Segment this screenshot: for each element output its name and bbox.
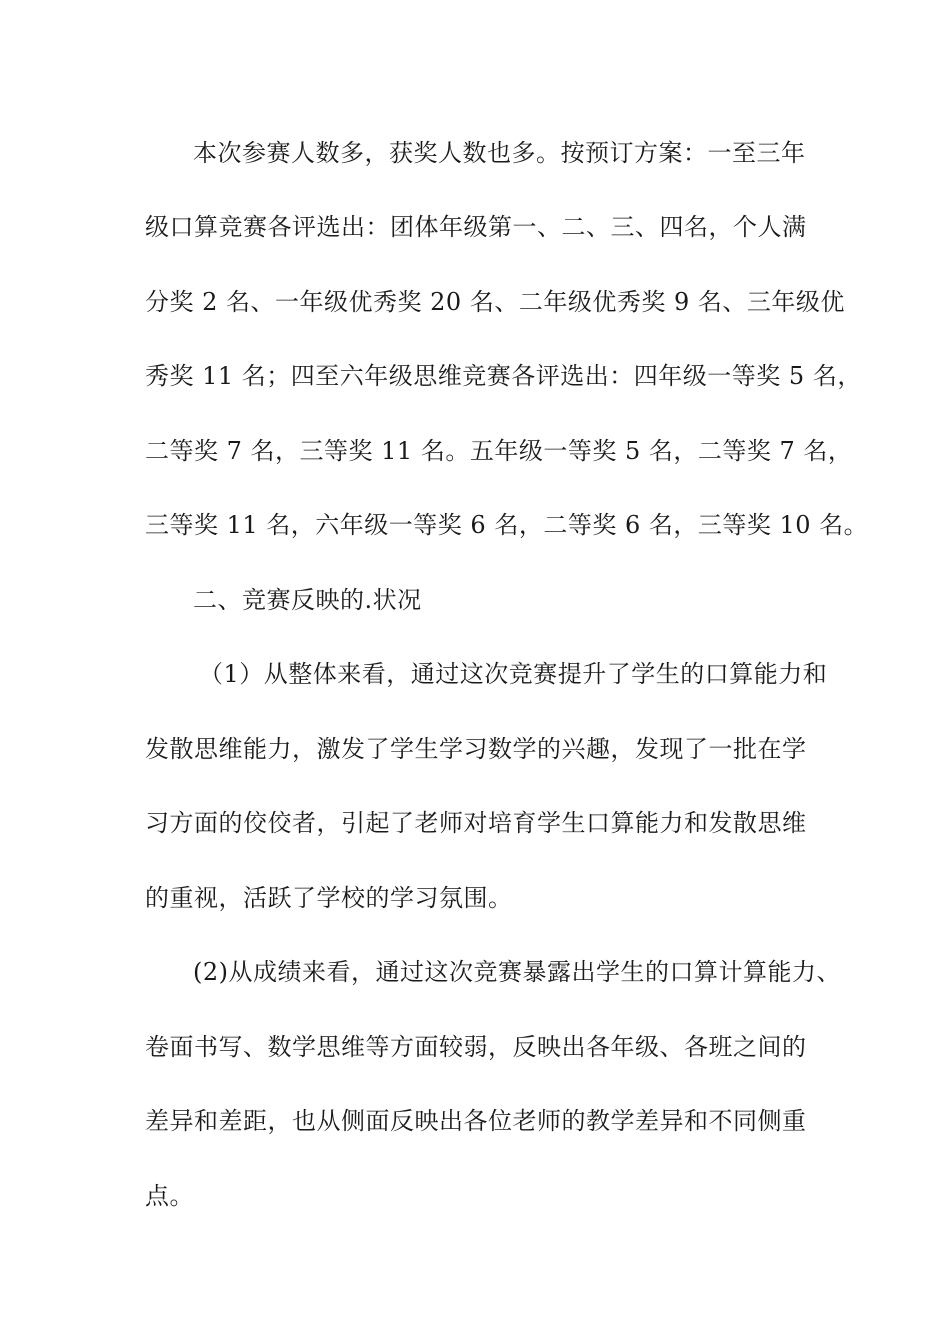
paragraph-1-line-6: 三等奖 11 名，六年级一等奖 6 名，二等奖 6 名，三等奖 10 名。 [145,511,869,539]
paragraph-1-line-5: 二等奖 7 名，三等奖 11 名。五年级一等奖 5 名，二等奖 7 名， [145,437,853,465]
paragraph-1-line-1: 本次参赛人数多，获奖人数也多。按预订方案：一至三年 [193,139,806,167]
paragraph-2-line-4: 的重视，活跃了学校的学习氛围。 [145,884,513,912]
paragraph-1-line-4: 秀奖 11 名；四至六年级思维竞赛各评选出：四年级一等奖 5 名， [145,362,862,390]
paragraph-1-line-2: 级口算竞赛各评选出：团体年级第一、二、三、四名，个人满 [145,213,807,241]
paragraph-2-line-2: 发散思维能力，激发了学生学习数学的兴趣，发现了一批在学 [145,735,807,763]
paragraph-1-line-3: 分奖 2 名、一年级优秀奖 20 名、二年级优秀奖 9 名、三年级优 [145,288,845,316]
section-heading: 二、竞赛反映的.状况 [193,586,422,614]
paragraph-2-line-3: 习方面的佼佼者，引起了老师对培育学生口算能力和发散思维 [145,809,807,837]
paragraph-3-line-1: (2)从成绩来看，通过这次竞赛暴露出学生的口算计算能力、 [193,958,841,986]
paragraph-2-line-1: （1）从整体来看，通过这次竞赛提升了学生的口算能力和 [199,660,828,688]
paragraph-3-line-4: 点。 [145,1182,194,1210]
paragraph-3-line-2: 卷面书写、数学思维等方面较弱，反映出各年级、各班之间的 [145,1033,807,1061]
paragraph-3-line-3: 差异和差距，也从侧面反映出各位老师的教学差异和不同侧重 [145,1107,807,1135]
